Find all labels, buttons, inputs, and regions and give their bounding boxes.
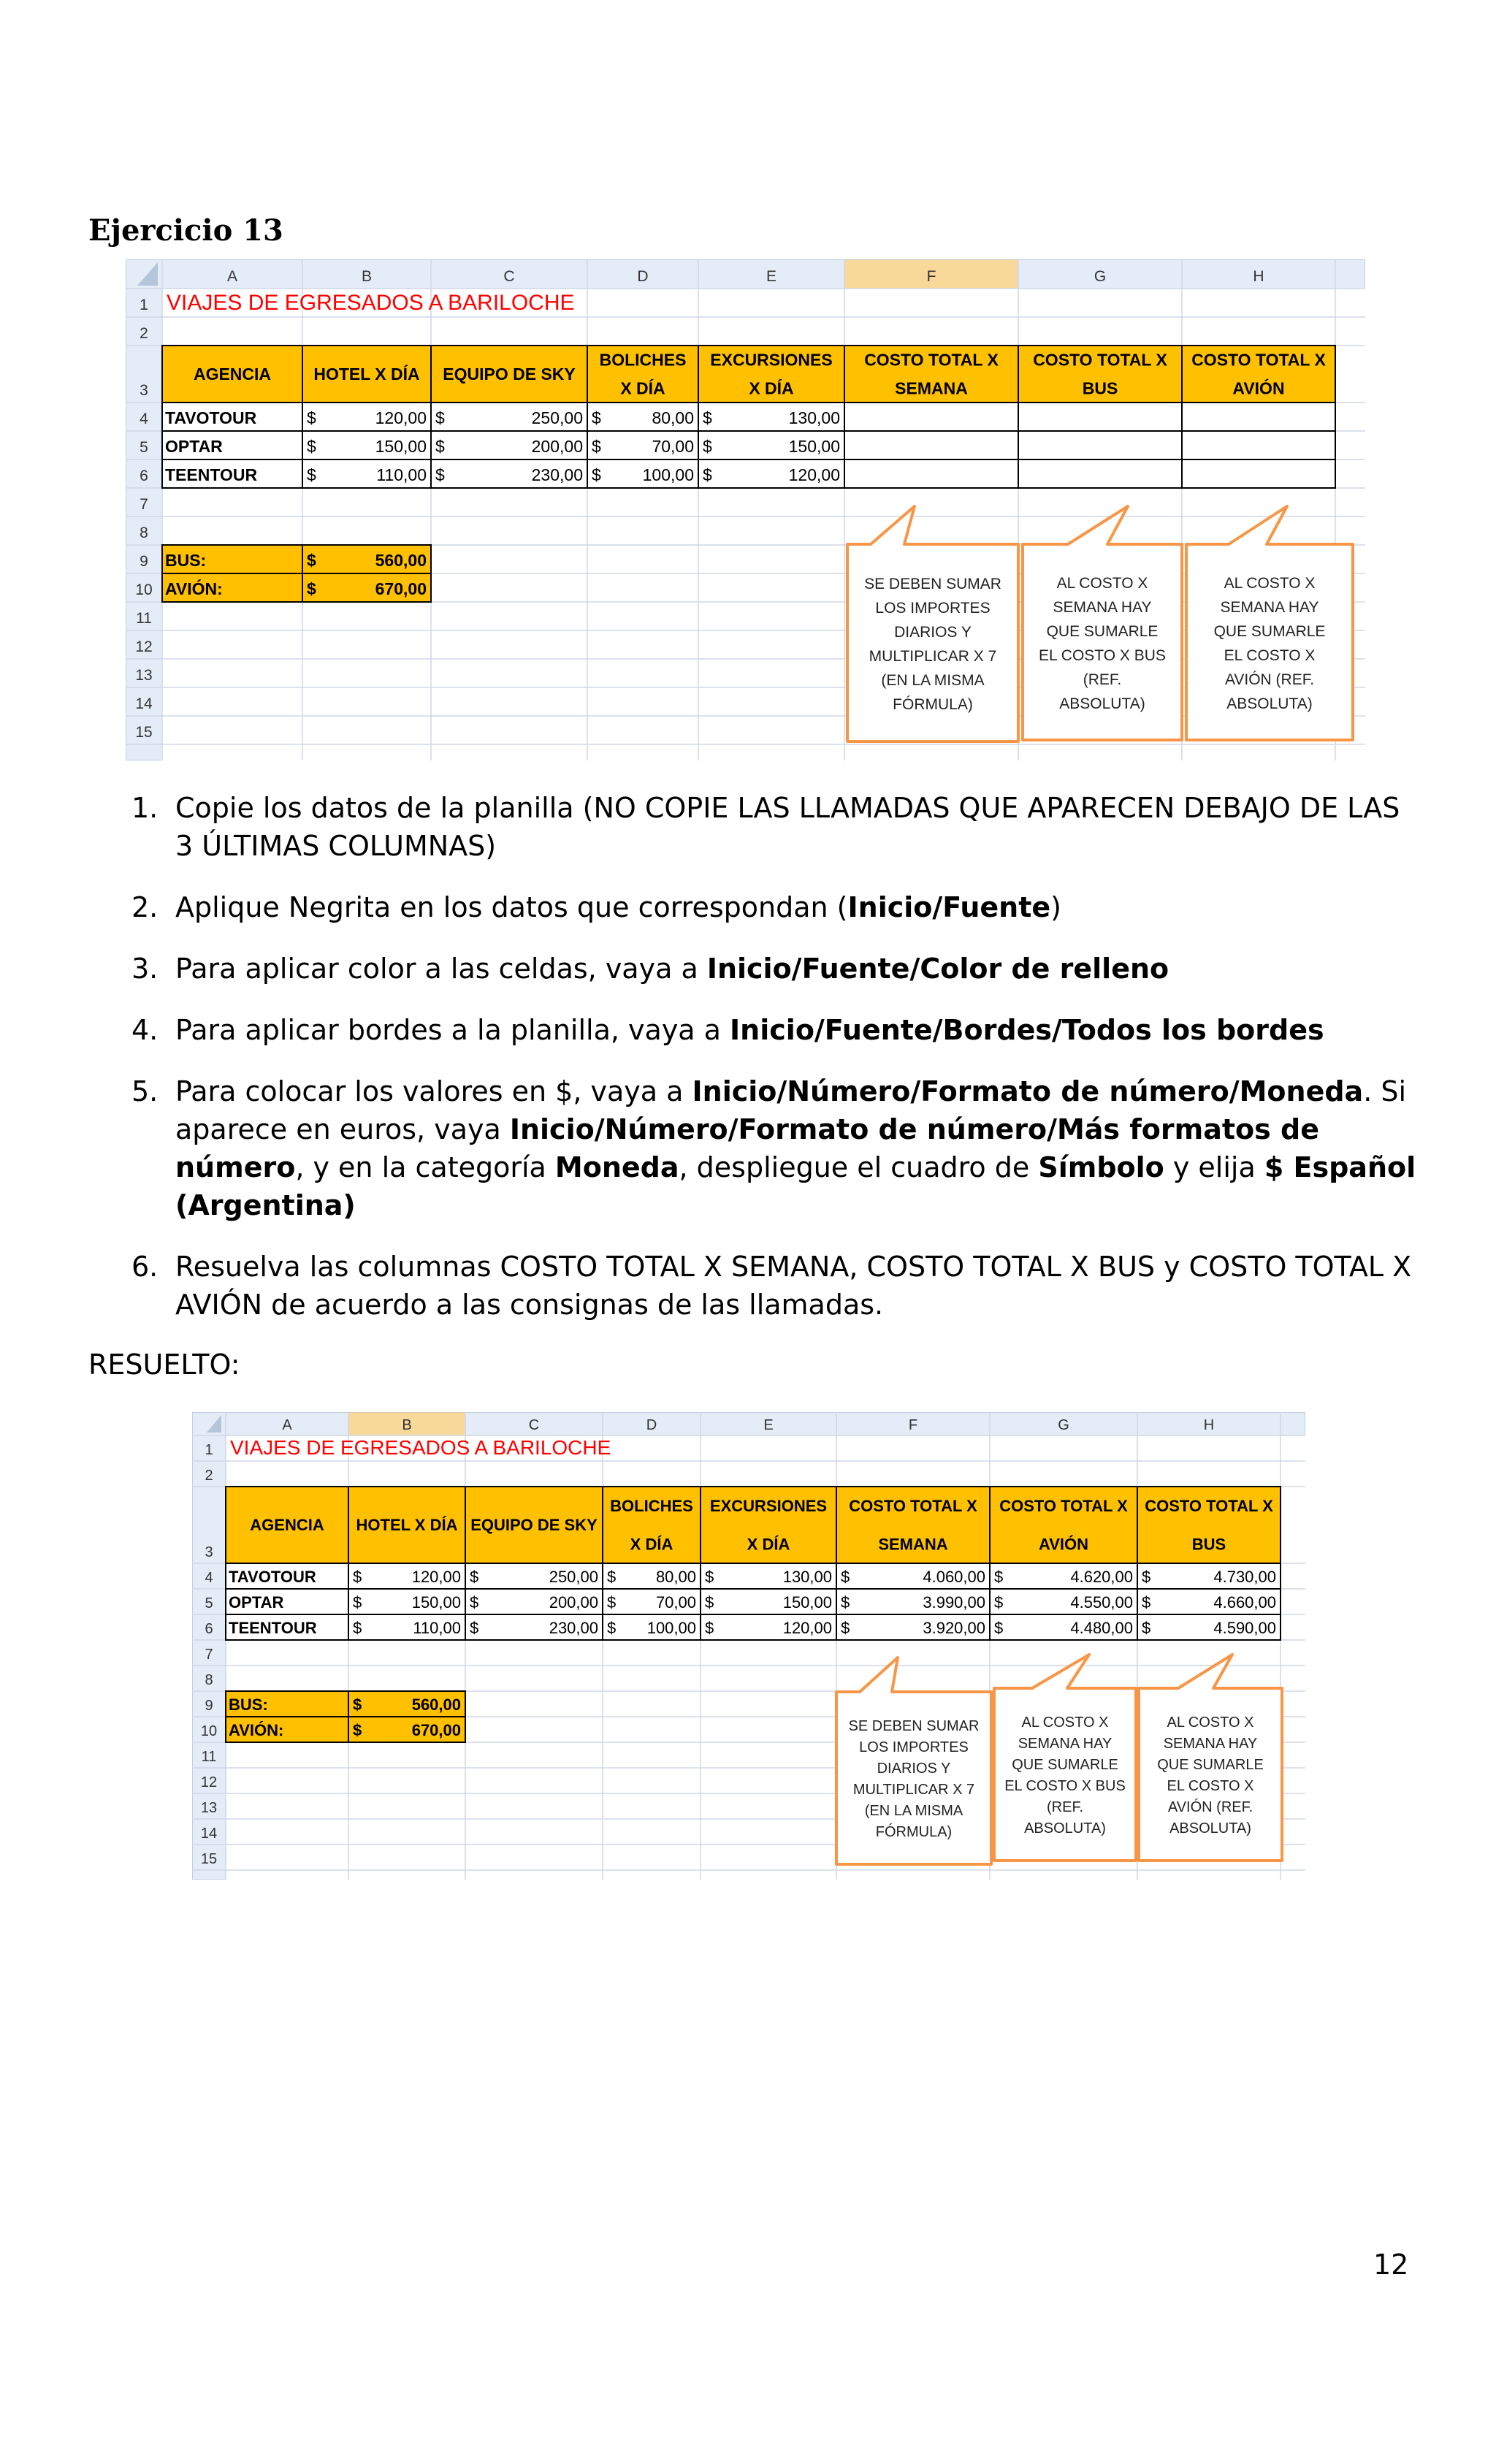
row-number: 13	[135, 667, 153, 684]
instruction-number: 5.	[131, 1075, 159, 1107]
column-letter: E	[763, 1417, 774, 1433]
instruction-item	[131, 950, 1417, 988]
instruction-text: Símbolo	[1038, 1151, 1164, 1183]
amount-value: 130,00	[788, 408, 840, 427]
callout-text: AL COSTO X	[1224, 574, 1316, 592]
column-letter: G	[1094, 268, 1107, 285]
row-number: 5	[140, 439, 148, 456]
instruction-item	[131, 789, 1417, 865]
currency-symbol: $	[353, 1696, 362, 1714]
amount-value: 120,00	[782, 1619, 832, 1637]
column-letter: H	[1203, 1417, 1215, 1433]
currency-symbol: $	[841, 1619, 850, 1637]
instruction-text: Moneda	[554, 1151, 679, 1183]
currency-symbol: $	[994, 1568, 1004, 1586]
currency-symbol: $	[307, 465, 316, 484]
row-number: 2	[205, 1468, 213, 1484]
currency-symbol: $	[592, 437, 601, 456]
currency-symbol: $	[994, 1593, 1004, 1611]
amount-value: 150,00	[375, 437, 427, 456]
agency-name: OPTAR	[229, 1593, 284, 1611]
row-number: 10	[135, 581, 153, 598]
amount-value: 150,00	[411, 1593, 461, 1611]
currency-symbol: $	[1142, 1593, 1151, 1611]
callout-text: SEMANA HAY	[1163, 1735, 1258, 1752]
row-number: 6	[140, 468, 148, 484]
currency-symbol: $	[435, 437, 445, 456]
callout-text: (REF.	[1047, 1799, 1083, 1815]
amount-value: 230,00	[549, 1619, 598, 1637]
callout-text: SEMANA HAY	[1053, 598, 1152, 616]
callout-text: (EN LA MISMA	[864, 1802, 963, 1819]
spreadsheet-image-1	[126, 259, 1365, 760]
currency-symbol: $	[470, 1619, 479, 1637]
instruction-text: Para aplicar color a las celdas, vaya a	[175, 953, 707, 985]
instructions-list	[131, 789, 1417, 1347]
agency-name: TEENTOUR	[165, 465, 258, 484]
currency-symbol: $	[1142, 1619, 1151, 1637]
instruction-text: , y en la categoría	[295, 1151, 555, 1183]
callout-text: MULTIPLICAR X 7	[869, 647, 997, 665]
amount-value: 110,00	[413, 1619, 461, 1637]
header-label: X DÍA	[749, 378, 794, 398]
currency-symbol: $	[1142, 1568, 1151, 1586]
callout-text: FÓRMULA)	[893, 695, 973, 713]
currency-symbol: $	[607, 1568, 617, 1586]
amount-value: 4.590,00	[1213, 1619, 1276, 1637]
amount-value: 4.660,00	[1213, 1593, 1276, 1611]
currency-symbol: $	[705, 1568, 714, 1586]
header-label: BOLICHES	[610, 1496, 693, 1515]
instruction-item	[131, 1248, 1417, 1324]
column-letter: A	[226, 268, 238, 285]
total-value: 560,00	[375, 551, 427, 570]
callout-text: FÓRMULA)	[875, 1823, 953, 1840]
amount-value: 120,00	[411, 1568, 461, 1586]
callout-text: ABSOLUTA)	[1169, 1820, 1251, 1836]
agency-name: TAVOTOUR	[165, 408, 257, 427]
row-number: 12	[135, 638, 153, 655]
row-number: 10	[200, 1723, 218, 1739]
instruction-text: Inicio/Fuente	[847, 891, 1051, 923]
header-label: COSTO TOTAL X	[1033, 350, 1167, 370]
header-label: COSTO TOTAL X	[1145, 1496, 1273, 1515]
callout-text: ABSOLUTA)	[1226, 695, 1313, 712]
header-label: SEMANA	[878, 1535, 948, 1554]
resuelto-heading: RESUELTO:	[88, 1349, 240, 1381]
instruction-text: Inicio/Número/Formato de número/Moneda	[692, 1075, 1364, 1107]
callout-text: MULTIPLICAR X 7	[852, 1781, 975, 1798]
amount-value: 200,00	[549, 1593, 598, 1611]
currency-symbol: $	[307, 408, 316, 427]
currency-symbol: $	[841, 1568, 850, 1586]
instruction-text: )	[1050, 891, 1061, 923]
spreadsheet-image-2	[192, 1412, 1305, 1880]
instruction-text: $ Español (Argentina)	[175, 1151, 1416, 1221]
amount-value: 4.550,00	[1070, 1593, 1133, 1611]
currency-symbol: $	[705, 1619, 714, 1637]
amount-value: 70,00	[652, 437, 694, 456]
callout-text: QUE SUMARLE	[1046, 622, 1159, 640]
header-label: SEMANA	[895, 378, 968, 398]
callout-text: QUE SUMARLE	[1157, 1756, 1264, 1773]
callout-text: ABSOLUTA)	[1059, 695, 1145, 712]
currency-symbol: $	[607, 1619, 617, 1637]
header-label: AGENCIA	[250, 1516, 324, 1535]
row-number: 14	[135, 695, 153, 712]
total-label: AVIÓN:	[165, 579, 223, 598]
header-label: EQUIPO DE SKY	[470, 1516, 598, 1535]
currency-symbol: $	[994, 1619, 1004, 1637]
amount-value: 100,00	[642, 465, 694, 484]
currency-symbol: $	[705, 1593, 714, 1611]
currency-symbol: $	[307, 579, 316, 598]
currency-symbol: $	[353, 1721, 362, 1739]
header-label: EXCURSIONES	[709, 1496, 828, 1515]
currency-symbol: $	[353, 1619, 362, 1637]
column-header-bar	[126, 259, 1365, 289]
row-number: 9	[140, 553, 148, 570]
currency-symbol: $	[353, 1568, 362, 1586]
header-label: HOTEL X DÍA	[313, 365, 420, 384]
row-number: 9	[205, 1698, 213, 1714]
row-number: 8	[140, 525, 148, 541]
callout-text: AL COSTO X	[1021, 1714, 1109, 1731]
amount-value: 4.480,00	[1070, 1619, 1133, 1637]
header-label: COSTO TOTAL X	[1191, 350, 1326, 370]
instruction-text: y elija	[1164, 1151, 1264, 1183]
callout-text: (REF.	[1083, 671, 1122, 688]
currency-symbol: $	[703, 465, 712, 484]
amount-value: 4.730,00	[1213, 1568, 1276, 1586]
row-number: 1	[205, 1442, 213, 1458]
total-value: 560,00	[411, 1696, 461, 1714]
instruction-text: Inicio/Fuente/Bordes/Todos los bordes	[730, 1014, 1324, 1046]
callout-text: SE DEBEN SUMAR	[848, 1717, 980, 1734]
callout-text: QUE SUMARLE	[1213, 622, 1326, 640]
instruction-item	[131, 1011, 1417, 1049]
row-number: 15	[135, 724, 153, 741]
instruction-text: Resuelva las columnas COSTO TOTAL X SEMANA, COSTO TOTAL X BUS y COSTO TOTAL X AVIÓN de acuerdo a las consignas de las llamadas.	[175, 1251, 1412, 1321]
instruction-item	[131, 1072, 1417, 1224]
instruction-text: . Si aparece en euros, vaya	[175, 1075, 1407, 1145]
column-letter: C	[528, 1417, 540, 1433]
instruction-text: Inicio/Fuente/Color de relleno	[706, 953, 1169, 985]
callout-text: QUE SUMARLE	[1012, 1756, 1118, 1773]
header-label: BUS	[1191, 1535, 1226, 1554]
column-letter: D	[637, 268, 649, 285]
currency-symbol: $	[592, 408, 601, 427]
callout-text: AVIÓN (REF.	[1224, 671, 1315, 688]
agency-name: TEENTOUR	[229, 1619, 317, 1637]
header-label: COSTO TOTAL X	[999, 1496, 1128, 1515]
amount-value: 110,00	[376, 465, 427, 484]
column-letter: D	[646, 1417, 657, 1433]
instruction-text: Aplique Negrita en los datos que correspondan (	[175, 891, 848, 923]
amount-value: 120,00	[375, 408, 427, 427]
amount-value: 130,00	[782, 1568, 832, 1586]
column-letter: E	[766, 268, 777, 285]
amount-value: 250,00	[531, 408, 583, 427]
sheet-title: VIAJES DE EGRESADOS A BARILOCHE	[167, 291, 575, 315]
header-label: AVIÓN	[1038, 1535, 1089, 1554]
callout-text: SEMANA HAY	[1018, 1735, 1113, 1752]
header-label: EQUIPO DE SKY	[443, 365, 576, 384]
header-label: EXCURSIONES	[710, 350, 833, 370]
callout-text: LOS IMPORTES	[875, 599, 991, 617]
row-number: 12	[200, 1774, 218, 1790]
row-number: 1	[140, 297, 148, 313]
column-letter: A	[282, 1417, 292, 1433]
amount-value: 80,00	[652, 408, 694, 427]
agency-name: TAVOTOUR	[229, 1568, 316, 1586]
row-number: 2	[140, 325, 148, 342]
amount-value: 250,00	[549, 1568, 598, 1586]
callout-text: (EN LA MISMA	[881, 671, 985, 689]
currency-symbol: $	[435, 465, 445, 484]
callout-text: DIARIOS Y	[877, 1760, 951, 1777]
amount-value: 3.920,00	[923, 1619, 985, 1637]
currency-symbol: $	[470, 1568, 479, 1586]
instruction-text: Para aplicar bordes a la planilla, vaya a	[175, 1014, 730, 1046]
amount-value: 4.060,00	[923, 1568, 985, 1586]
amount-value: 4.620,00	[1070, 1568, 1133, 1586]
instruction-number: 4.	[131, 1014, 159, 1046]
column-letter: B	[361, 268, 373, 285]
page-number: 12	[1373, 2249, 1409, 2281]
instruction-number: 3.	[131, 953, 159, 985]
currency-symbol: $	[353, 1593, 362, 1611]
column-letter: F	[908, 1417, 918, 1433]
header-label: X DÍA	[630, 1535, 673, 1554]
currency-symbol: $	[435, 408, 445, 427]
amount-value: 80,00	[655, 1568, 696, 1586]
instruction-number: 2.	[131, 891, 159, 923]
amount-value: 70,00	[655, 1593, 696, 1611]
instruction-text: Para colocar los valores en $, vaya a	[175, 1075, 692, 1107]
spreadsheet-2-canvas	[192, 1412, 1305, 1880]
currency-symbol: $	[307, 551, 316, 570]
row-number: 15	[200, 1851, 218, 1867]
sheet-title: VIAJES DE EGRESADOS A BARILOCHE	[230, 1436, 611, 1459]
currency-symbol: $	[703, 408, 712, 427]
callout-text: AL COSTO X	[1167, 1714, 1254, 1731]
header-label: AVIÓN	[1232, 378, 1285, 398]
callout-text: AL COSTO X	[1056, 574, 1148, 592]
instruction-item	[131, 888, 1417, 926]
row-number: 11	[201, 1749, 217, 1765]
callout-text: LOS IMPORTES	[859, 1739, 969, 1755]
row-number: 14	[200, 1826, 218, 1842]
row-number: 3	[205, 1544, 213, 1560]
amount-value: 150,00	[782, 1593, 832, 1611]
currency-symbol: $	[703, 437, 712, 456]
row-number: 5	[205, 1595, 213, 1611]
total-label: BUS:	[165, 551, 207, 570]
currency-symbol: $	[607, 1593, 617, 1611]
row-number: 7	[205, 1647, 213, 1663]
column-letter: H	[1253, 268, 1264, 285]
instruction-text: , despliegue el cuadro de	[679, 1151, 1039, 1183]
callout-text: EL COSTO X BUS	[1039, 646, 1166, 664]
currency-symbol: $	[470, 1593, 479, 1611]
row-number: 7	[140, 496, 148, 513]
spreadsheet-1-canvas	[126, 259, 1365, 760]
callout-text: SE DEBEN SUMAR	[864, 575, 1001, 592]
row-number: 6	[205, 1621, 213, 1637]
header-label: COSTO TOTAL X	[849, 1496, 977, 1515]
column-letter: C	[503, 268, 515, 285]
callout-text: SEMANA HAY	[1220, 598, 1319, 616]
callout-text: DIARIOS Y	[894, 623, 972, 641]
row-number: 8	[205, 1672, 213, 1688]
callout-text: EL COSTO X BUS	[1004, 1777, 1126, 1794]
column-letter: G	[1058, 1417, 1069, 1433]
header-label: COSTO TOTAL X	[864, 350, 999, 370]
header-label: HOTEL X DÍA	[356, 1516, 458, 1535]
page-title: Ejercicio 13	[88, 213, 283, 248]
amount-value: 200,00	[531, 437, 583, 456]
instruction-text: Copie los datos de la planilla (NO COPIE LAS LLAMADAS QUE APARECEN DEBAJO DE LAS 3 ÚLTIMAS COLUMNAS)	[175, 792, 1400, 862]
agency-name: OPTAR	[165, 437, 223, 456]
total-value: 670,00	[375, 579, 427, 598]
instruction-number: 1.	[131, 792, 159, 824]
currency-symbol: $	[592, 465, 601, 484]
callout-text: AVIÓN (REF.	[1167, 1799, 1253, 1815]
header-label: BOLICHES	[599, 350, 687, 370]
instruction-number: 6.	[131, 1251, 159, 1283]
header-label: X DÍA	[747, 1535, 790, 1554]
amount-value: 120,00	[788, 465, 840, 484]
header-label: BUS	[1082, 378, 1118, 398]
column-letter: B	[402, 1417, 412, 1433]
amount-value: 3.990,00	[923, 1593, 985, 1611]
total-label: BUS:	[229, 1696, 268, 1714]
currency-symbol: $	[307, 437, 316, 456]
row-number: 3	[140, 382, 148, 399]
column-letter: F	[926, 268, 936, 285]
header-label: X DÍA	[620, 378, 665, 398]
row-number: 13	[200, 1800, 218, 1816]
amount-value: 230,00	[531, 465, 583, 484]
currency-symbol: $	[841, 1593, 850, 1611]
row-number: 4	[140, 411, 148, 427]
amount-value: 150,00	[788, 437, 840, 456]
instruction-text: Inicio/Número/Formato de número/Más formatos de número	[175, 1113, 1319, 1183]
total-label: AVIÓN:	[229, 1721, 284, 1739]
header-label: AGENCIA	[193, 365, 272, 384]
callout-text: EL COSTO X	[1224, 646, 1316, 664]
total-value: 670,00	[411, 1721, 461, 1739]
amount-value: 100,00	[646, 1619, 696, 1637]
callout-text: ABSOLUTA)	[1024, 1820, 1106, 1836]
row-number: 4	[205, 1570, 213, 1586]
row-number: 11	[136, 610, 152, 627]
callout-text: EL COSTO X	[1167, 1777, 1254, 1794]
